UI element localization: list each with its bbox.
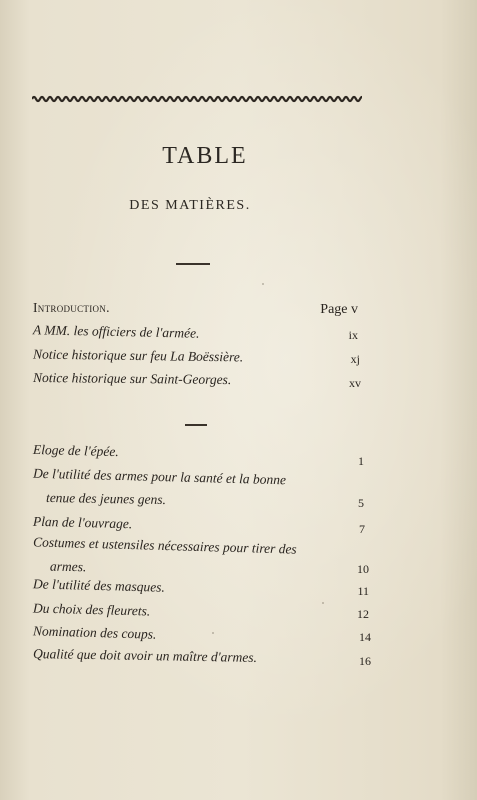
toc-entry-page: Page v (320, 302, 358, 317)
toc-entry-label: A MM. les officiers de l'armée. (32, 322, 200, 341)
toc-entry-page: 1 (358, 454, 364, 468)
toc-entry-label: Plan de l'ouvrage. (32, 513, 133, 532)
toc-entry (50, 559, 87, 576)
toc-entry (46, 490, 166, 508)
toc-entry-label: De l'utilité des armes pour la santé et la bonne (32, 465, 287, 488)
toc-entry (33, 370, 231, 388)
ornamental-rule (32, 94, 362, 104)
toc-entry (33, 347, 243, 366)
toc-entry (33, 466, 286, 489)
toc-entry-page: 7 (359, 522, 365, 536)
toc-entry-label: Qualité que doit avoir un maître d'armes. (32, 646, 258, 665)
toc-entry (33, 576, 165, 595)
toc-entry-page: 5 (358, 496, 364, 510)
toc-entry-introduction (33, 300, 110, 316)
paper-speck (262, 283, 264, 285)
toc-entry-label: De l'utilité des masques. (32, 576, 166, 595)
toc-entry-page: 11 (357, 584, 369, 598)
toc-entry (33, 514, 133, 533)
toc-entry-label: Costumes et ustensiles nécessaires pour tirer des (32, 534, 297, 557)
toc-entry-label: Nomination des coups. (32, 623, 157, 642)
paper-speck (322, 602, 324, 604)
toc-entry (33, 442, 119, 460)
toc-entry-page: 12 (357, 607, 369, 621)
paper-speck (212, 632, 214, 634)
toc-entry-page: xj (350, 352, 360, 366)
toc-entry-label: Notice historique sur Saint-Georges. (32, 369, 232, 388)
toc-entry-label: tenue des jeunes gens. (45, 489, 167, 508)
divider (185, 424, 207, 426)
toc-entry-label: armes. (49, 558, 87, 575)
toc-entry (33, 534, 297, 557)
toc-entry-page: xv (349, 376, 361, 390)
toc-entry (33, 646, 257, 666)
toc-entry-page: 16 (359, 654, 371, 668)
toc-entry-page: 14 (359, 630, 371, 644)
toc-entry-label: Introduction. (33, 300, 110, 315)
toc-entry-label: Eloge de l'épée. (32, 441, 119, 460)
toc-entry-label: Notice historique sur feu La Boëssière. (32, 346, 244, 365)
toc-entry (33, 623, 157, 642)
toc-entry-label: Du choix des fleurets. (32, 600, 151, 619)
toc-entry (33, 600, 151, 619)
toc-entry (33, 322, 200, 341)
page-subtitle: DES MATIÈRES. (129, 198, 251, 213)
page-title: TABLE (162, 143, 248, 169)
toc-entry-page: 10 (357, 562, 369, 576)
toc-entry-page: ix (348, 328, 358, 342)
divider (176, 263, 210, 265)
